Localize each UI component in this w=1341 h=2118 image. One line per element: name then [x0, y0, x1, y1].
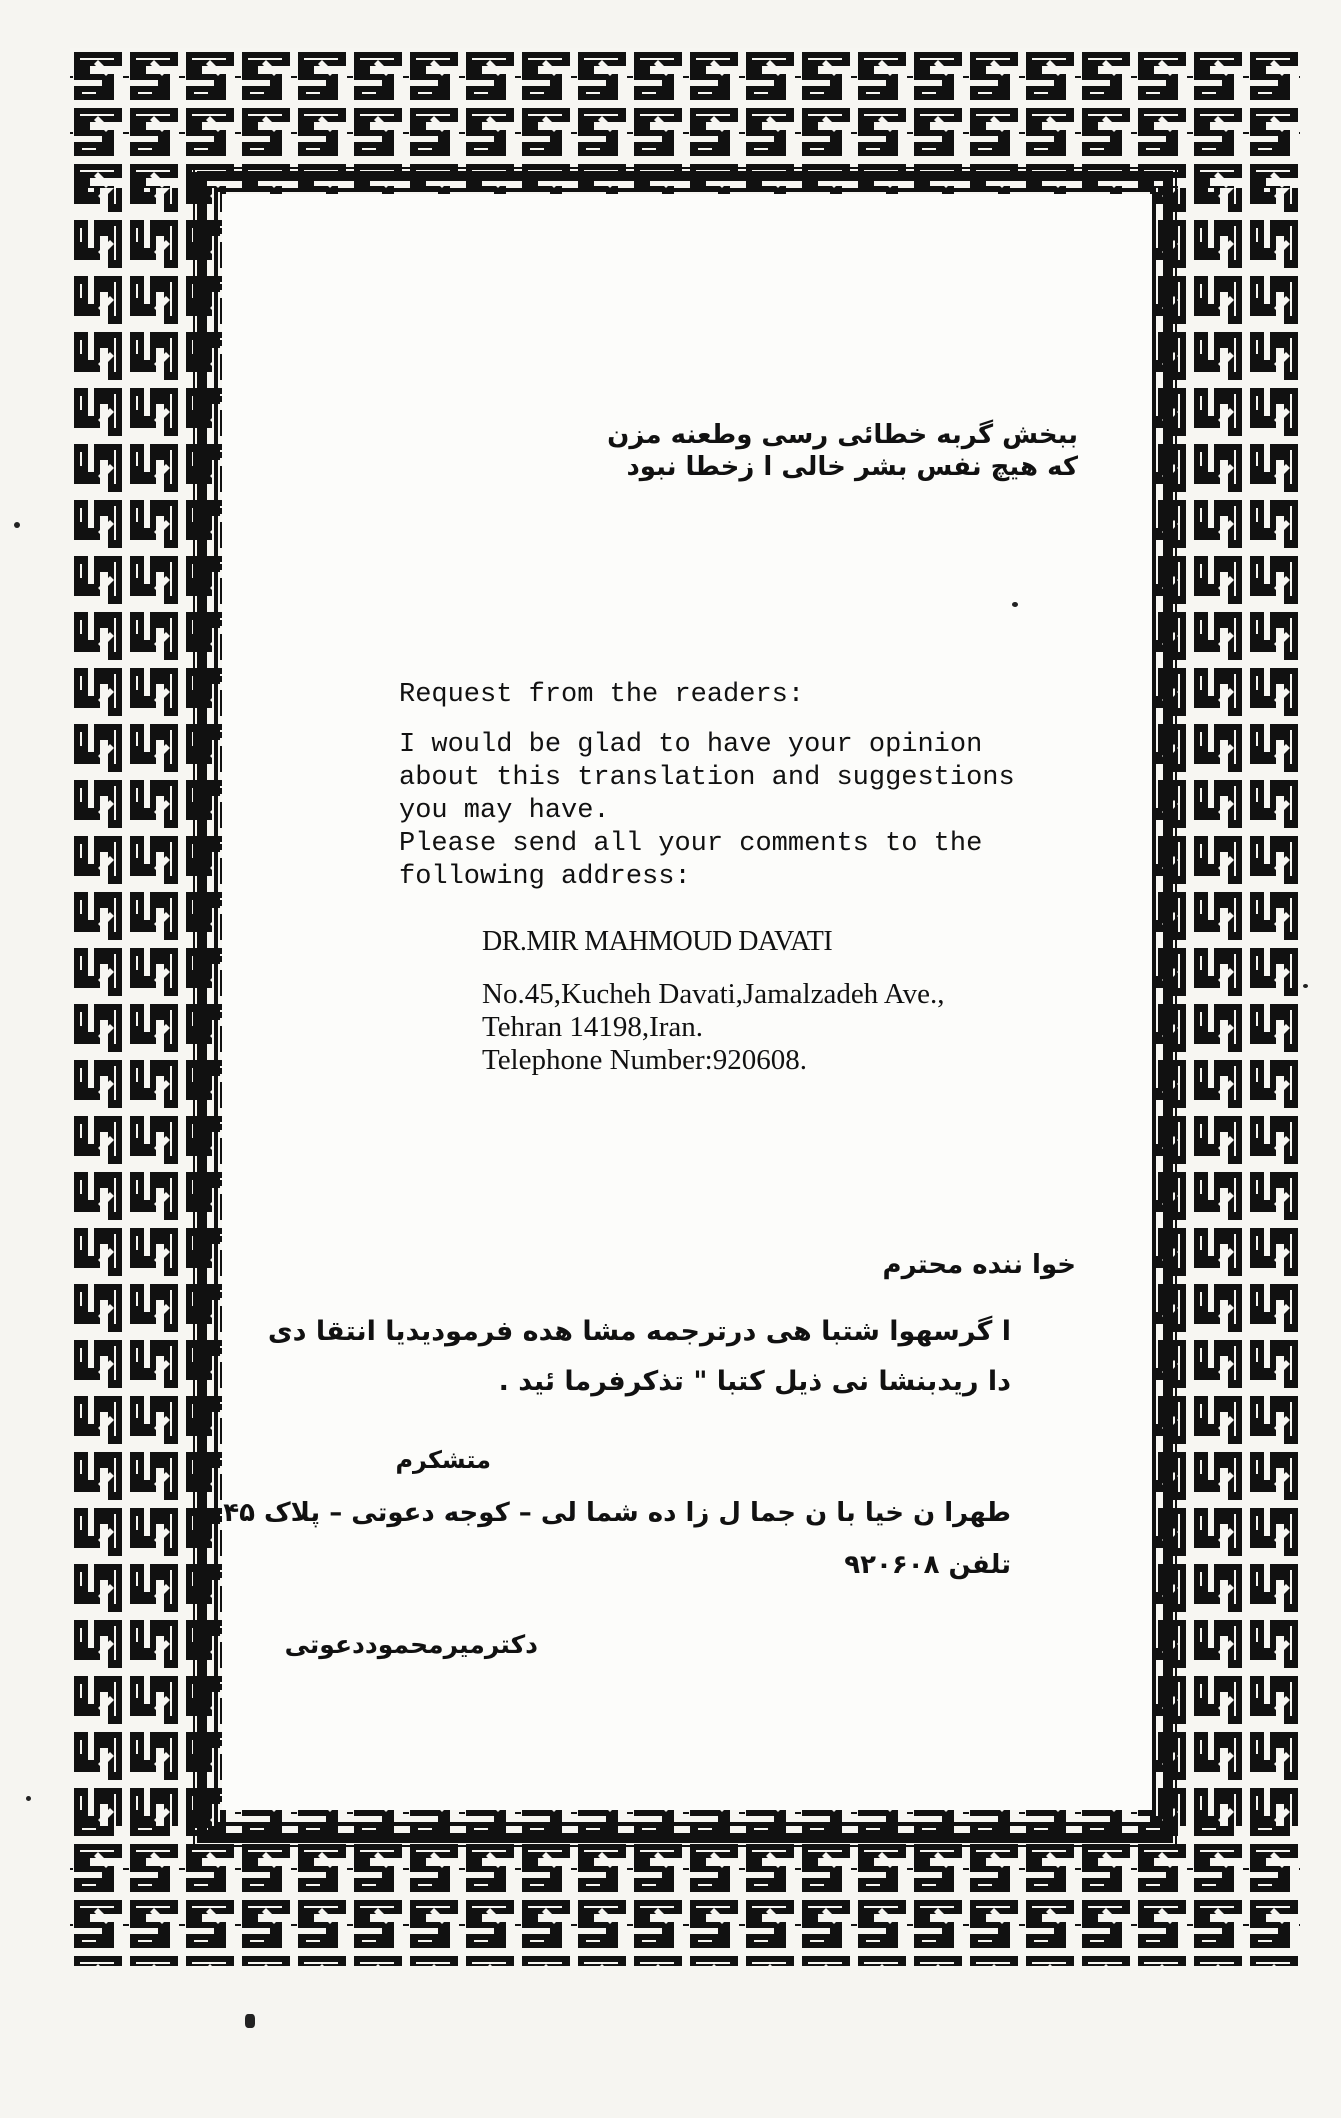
address-name: DR.MIR MAHMOUD DAVATI [482, 926, 833, 957]
address-phone: Telephone Number:920608. [482, 1044, 807, 1076]
scan-speck [14, 522, 20, 528]
request-line-4: Please send all your comments to the [399, 829, 983, 859]
request-heading: Request from the readers: [399, 680, 805, 710]
persian-body-line-1: ا گرسهوا شتبا هی درترجمه مشا هده فرمودیدیا انتقا دی [267, 1316, 1011, 1347]
persian-salutation: خوا ننده محترم [882, 1250, 1076, 1280]
request-line-1: I would be glad to have your opinion [399, 730, 983, 760]
persian-body-line-2: دا ریدبنشا نی ذیل کتبا " تذکرفرما ئید . [498, 1366, 1011, 1397]
scan-speck [1303, 984, 1308, 988]
verse-line-1: ببخش گربه خطائی رسی وطعنه مزن [607, 420, 1078, 450]
scan-speck [1012, 602, 1018, 607]
request-line-5: following address: [399, 862, 691, 892]
persian-phone: تلفن ۹۲۰۶۰۸ [844, 1550, 1011, 1580]
persian-signature: دکترمیرمحموددعوتی [284, 1630, 538, 1659]
request-line-3: you may have. [399, 796, 610, 826]
verse-line-2: که هیچ نفس بشر خالی ا زخطا نبود [626, 452, 1078, 482]
scan-speck [26, 1796, 31, 1801]
request-line-2: about this translation and suggestions [399, 763, 1015, 793]
scan-speck [245, 2014, 255, 2028]
address-street: No.45,Kucheh Davati,Jamalzadeh Ave., [482, 978, 945, 1010]
persian-address: طهرا ن خیا با ن جما ل زا ده شما لی – کوجه دعوتی – پلاک ۴۵ [223, 1498, 1011, 1528]
persian-thanks: متشکرم [395, 1446, 491, 1474]
address-city: Tehran 14198,Iran. [482, 1011, 704, 1043]
